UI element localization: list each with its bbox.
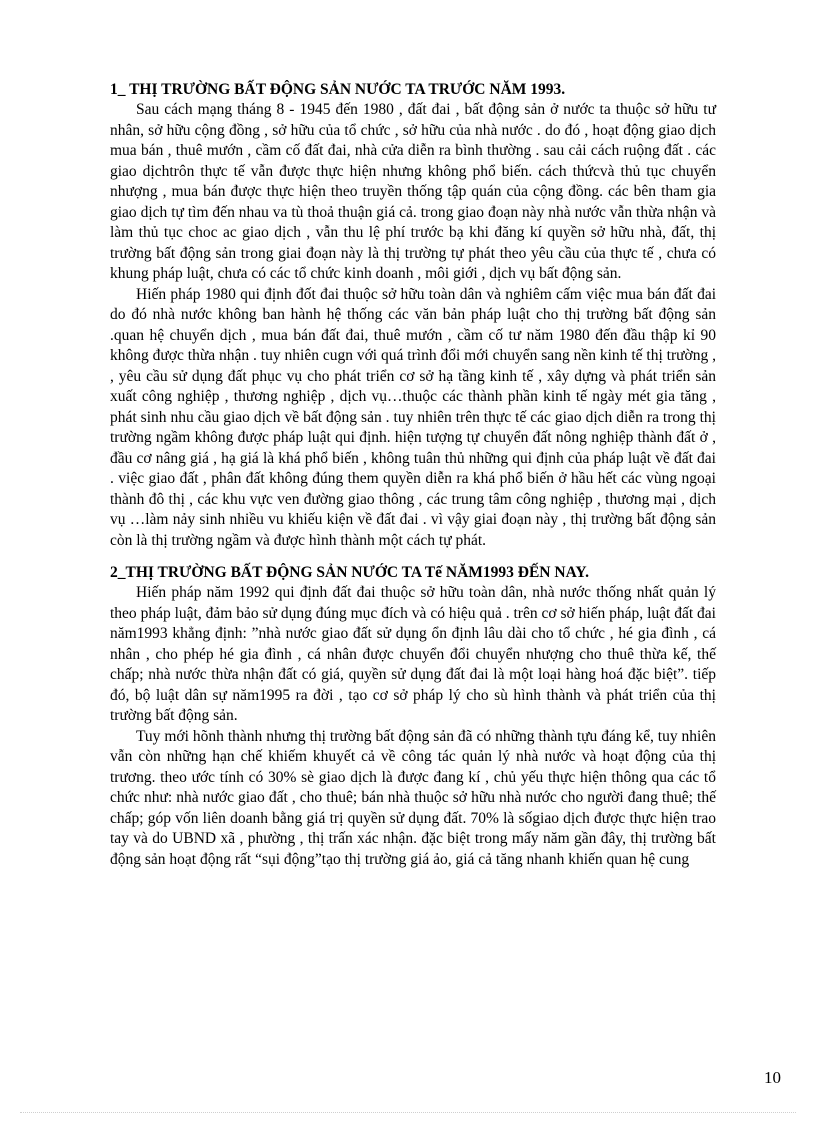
document-body bbox=[110, 80, 716, 870]
page-number: 10 bbox=[764, 1068, 781, 1087]
section-2-heading: 2_THỊ TRƯỜNG BẤT ĐỘNG SẢN NƯỚC TA Tế NĂM1993 ĐẾN NAY. bbox=[110, 564, 589, 581]
section-spacer bbox=[110, 551, 716, 563]
section-2-paragraph-2: Tuy mới hõnh thành nhưng thị trường bất động sản đã có những thành tựu đáng kể, tuy nhiên vẫn còn những hạn chế khiếm khuyết cả về công tác quản lý nhà nước và hoạt động của thị trương. theo ước tính có 30% sè giao dịch là được đang kí , chủ yếu thực hiện thông qua các tổ chức như: nhà nước giao đất , cho thuê; bán nhà thuộc sở hữu nhà nước cho người đang thuê; thế chấp; góp vốn liên doanh bằng giá trị quyền sử dụng đất. 70% là sốgiao dịch được thực hiện trao tay và do UBND xã , phường , thị trấn xác nhận. đặc biệt trong mấy năm gần đây, thị trường bất động sản hoạt động rất “sụi động”tạo thị trường giá ảo, giá cả tăng nhanh khiến quan hệ cung bbox=[110, 727, 716, 868]
footer-divider bbox=[20, 1112, 796, 1113]
section-1-paragraph-2: Hiến pháp 1980 qui định đốt đai thuộc sở hữu toàn dân và nghiêm cấm việc mua bán đất đai do đó nhà nước không ban hành hệ thống các văn bản pháp luật cho thị trường bất động sản .quan hệ chuyển dịch , mua bán đất đai, thuê mướn , cầm cố tư năm 1980 đến đầu thập kỉ 90 không được thừa nhận . tuy nhiên cugn với quá trình đổi mới chuyển sang nền kinh tế thị trường , , yêu cầu sử dụng đất phục vụ cho phát triển cơ sở hạ tầng kinh tế , xây dựng và phát triển sản xuất công nghiệp , thương nghiệp , dịch vụ…thuộc các thành phần kinh tế ngày mét gia tăng , phát sinh nhu cầu giao dịch về bất động sản . tuy nhiên trên thực tế các giao dịch diễn ra trong thị trường ngầm không được pháp luật qui định. hiện tượng tự chuyển đất nông nghiệp thành đất ở , đầu cơ nâng giá , hạ giá là khá phổ biến , không tuân thủ những qui định của pháp luật về đất đai . việc giao đất , phân đất không đúng them quyền diễn ra khá phổ biến ở hầu hết các vùng ngoại thành đô thị , các khu vực ven đường giao thông , các trung tâm công nghiệp , thương mại , dịch vụ …làm nảy sinh nhiều vu khiếu kiện về đất đai . vì vậy giai đoạn này , thị trường bất động sản còn là thị trường ngầm và được hình thành một cách tự phát. bbox=[110, 285, 716, 549]
section-1-heading: 1_ THỊ TRƯỜNG BẤT ĐỘNG SẢN NƯỚC TA TRƯỚC NĂM 1993. bbox=[110, 81, 566, 98]
section-1-paragraph-1: Sau cách mạng tháng 8 - 1945 đến 1980 , đất đai , bất động sản ở nước ta thuộc sở hữu tư nhân, sở hữu cộng đồng , sở hữu của tổ chức , sở hữu của nhà nước . do đó , hoạt động giao dịch mua bán , thuê mướn , cầm cố đất đai, nhà cửa diễn ra bình thường . sau cải cách ruộng đất . các giao dịchtrôn thực tế vẫn được thực hiện nhưng không phổ biến. cách thứcvà thủ tục chuyển nhượng , mua bán được thực hiện theo truyền thống tập quán của cộng đồng. các bên tham gia giao dịch tự tìm đến nhau va tù thoả thuận giá cả. trong giao đoạn này nhà nước vẫn thừa nhận và làm thủ tục choc ac giao dịch , vẫn thu lệ phí trước bạ khi đăng kí quyền sở hữu nhà, đất, thị trường bất động sản trong giai đoạn này là thị trường tự phát theo yêu cầu của thực tế , chưa có khung pháp luật, chưa có các tổ chức kinh doanh , môi giới , dịch vụ bất động sản. bbox=[110, 101, 716, 282]
section-2-paragraph-1: Hiến pháp năm 1992 qui định đất đai thuộc sở hữu toàn dân, nhà nước thống nhất quản lý theo pháp luật, đảm bảo sử dụng đúng mục đích và có hiệu quả . trên cơ sở hiến pháp, luật đất đai năm1993 khẳng định: ”nhà nước giao đất sử dụng ổn định lâu dài cho tổ chức , hé gia đình , cá nhân , cho phép hé gia đình , cá nhân được chuyển đổi chuyển nhượng cho thuê thừa kế, thế chấp; nhà nước thừa nhận đất có giá, quyền sử dụng đất đai là một loại hàng hoá đặc biệt”. tiếp đó, bộ luật dân sự năm1995 ra đời , tạo cơ sở pháp lý cho sù hình thành và phát triển của thị trường bất động sản. bbox=[110, 584, 716, 724]
